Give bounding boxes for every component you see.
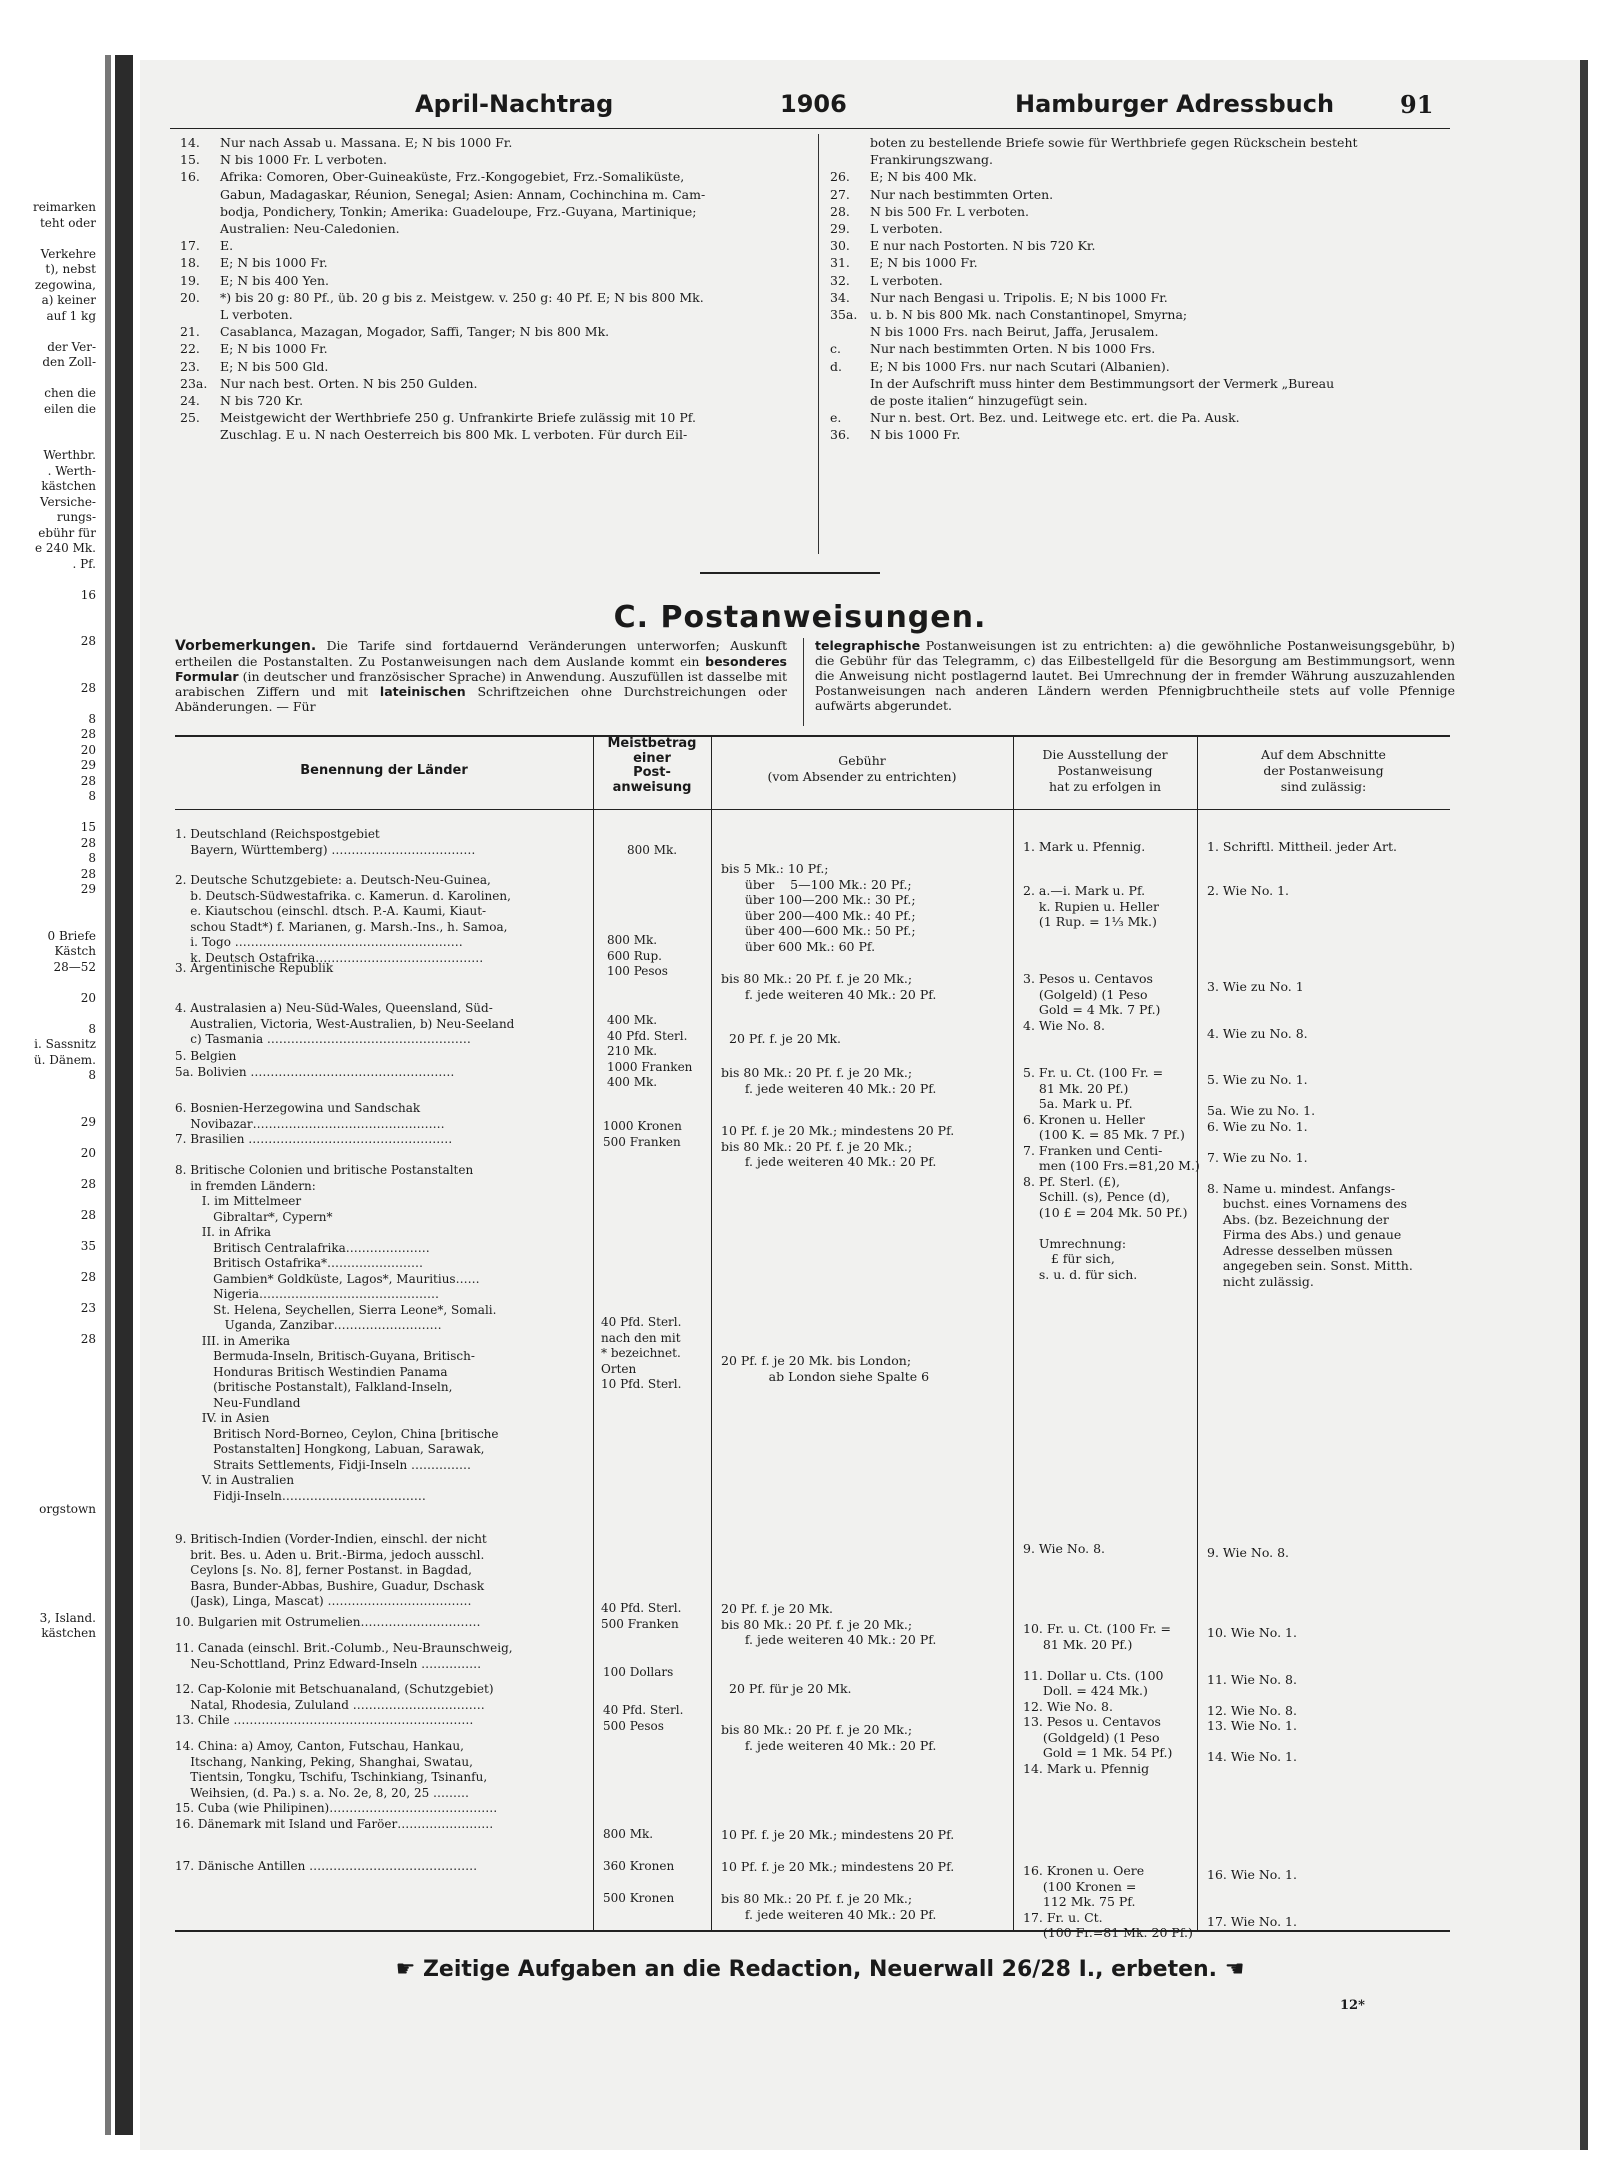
currency-cell: 2. a.—i. Mark u. Pf. k. Rupien u. Heller (1 Rup. = 1⅓ Mk.) [1023, 883, 1159, 929]
country-cell: 17. Dänische Antillen …………………………………… [175, 1859, 478, 1873]
footnote-text: u. b. N bis 800 Mk. nach Constantinopel, Smyrna; [870, 307, 1188, 323]
margin-line: 23 [80, 1300, 96, 1315]
margin-line [0, 1440, 100, 1456]
margin-line: der Ver- [47, 339, 96, 354]
footnote-text: N bis 720 Kr. [220, 393, 304, 409]
footnote-line [830, 289, 1460, 306]
footnote-key: 30. [830, 238, 850, 254]
allowed-cell: 1. Schriftl. Mittheil. jeder Art. [1207, 839, 1397, 854]
footnote-key: e. [830, 410, 842, 426]
country-cell: 10. Bulgarien mit Ostrumelien………………………… [175, 1615, 481, 1629]
margin-line: Kästch [54, 944, 96, 958]
margin-line [0, 1316, 100, 1332]
footnote-line [180, 220, 810, 237]
footnote-line [180, 306, 810, 323]
footnote-key [830, 134, 870, 151]
margin-line: 0 Briefe [47, 928, 96, 943]
margin-line: a) keiner [41, 293, 96, 307]
footnote-line [180, 289, 810, 306]
fee-cell: 10 Pf. f. je 20 Mk.; mindestens 20 Pf. [721, 1859, 955, 1874]
allowed-cell: 9. Wie No. 8. [1207, 1545, 1290, 1560]
footnote-line [830, 272, 1460, 289]
margin-line [0, 1595, 100, 1611]
header-title: Hamburger Adressbuch [1015, 90, 1335, 118]
footnote-line [830, 409, 1460, 426]
margin-line [0, 572, 100, 588]
max-amount-cell: 100 Dollars [603, 1665, 674, 1679]
margin-line [0, 1161, 100, 1177]
margin-line: teht oder [39, 215, 96, 230]
max-amount-cell: 800 Mk. 600 Rup. 100 Pesos [607, 933, 668, 978]
footnote-key: 32. [830, 272, 850, 288]
footnote-key: 28. [830, 203, 850, 219]
footnote-text: Nur nach Bengasi u. Tripolis. E; N bis 1000 Fr. [870, 289, 1168, 305]
footnotes-right [830, 134, 1460, 444]
fee-cell: 20 Pf. f. je 20 Mk. bis 80 Mk.: 20 Pf. f. je 20 Mk.; f. jede weiteren 40 Mk.: 20 Pf. [721, 1601, 937, 1647]
footnote-text: boten zu bestellende Briefe sowie für Werthbriefe gegen Rückschein besteht [870, 135, 1358, 150]
header-rule [170, 128, 1450, 129]
table-rule [175, 735, 1450, 737]
footnote-text: Casablanca, Mazagan, Mogador, Saffi, Tanger; N bis 800 Mk. [220, 324, 610, 340]
footnote-key: 18. [180, 255, 200, 271]
footnote-key: 19. [180, 272, 200, 288]
margin-line: Werthbr. [43, 448, 96, 462]
margin-line: 29 [80, 1114, 96, 1129]
margin-line [0, 1409, 100, 1425]
max-amount-cell: 40 Pfd. Sterl. 500 Franken [601, 1601, 682, 1631]
country-cell: 8. Britische Colonien und britische Postanstalten in fremden Ländern: I. im Mittelmeer Gibraltar*, Cypern* II. in Afrika Britisch Centralafrika………………… Britisch Ostafrika*…………………… Gambien* Goldküste, Lagos*, Mauritius…… Nigeria……………………………………… St. Helena, Seychellen, Sierra Leone*, Somali. Uganda, Zanzibar……………………… III. in Amerika Bermuda-Inseln, Britisch-Guyana, Britisch- Honduras Britisch Westindien Panama (britische Postanstalt), Falkland-Inseln, Neu-Fundland IV. in Asien Britisch Nord-Borneo, Ceylon, China [britische Postanstalten] Hongkong, Labuan, Sarawak, Straits Settlements, Fidji-Inseln …………… V. in Australien Fidji-Inseln……………………………… [175, 1163, 499, 1503]
page-number: 91 [1400, 90, 1434, 119]
footnote-line [180, 151, 810, 168]
footnote-text: E; N bis 1000 Fr. [220, 341, 328, 357]
footnote-text: N bis 500 Fr. L verboten. [870, 203, 1030, 219]
max-amount-cell: 360 Kronen [603, 1859, 675, 1873]
footer-notice: ☛ Zeitige Aufgaben an die Redaction, Neuerwall 26/28 I., erbeten. ☚ [395, 1957, 1245, 1982]
footnote-key [180, 426, 220, 443]
margin-line: 28 [80, 727, 96, 741]
footnote-text: Meistgewicht der Werthbriefe 250 g. Unfrankirte Briefe zulässig mit 10 Pf. [220, 410, 696, 426]
footnote-text: Nur n. best. Ort. Bez. und. Leitwege etc. ert. die Pa. Ausk. [870, 410, 1240, 426]
remarks-text-2: (in deutscher und französischer Sprache) in Anwendung. Auszufüllen ist dasselbe mit arabischen Ziffern und mit [175, 669, 787, 699]
margin-line [0, 231, 100, 247]
footnote-line [830, 203, 1460, 220]
currency-cell: 3. Pesos u. Centavos (Golgeld) (1 Peso Gold = 4 Mk. 7 Pf.) 4. Wie No. 8. [1023, 971, 1161, 1033]
column-rule [1013, 735, 1014, 1930]
table-rule [175, 1930, 1450, 1932]
margin-line: 20 [80, 1145, 96, 1160]
max-amount-cell: 40 Pfd. Sterl. nach den mit * bezeichnet. Orten 10 Pfd. Sterl. [601, 1315, 682, 1391]
column-rule [1197, 735, 1198, 1930]
footnote-text: Australien: Neu-Caledonien. [220, 221, 400, 237]
max-amount-cell: 800 Mk. [627, 843, 678, 857]
margin-line [0, 417, 100, 433]
margin-line: chen die [44, 386, 96, 400]
margin-line: e 240 Mk. [34, 541, 96, 555]
footnote-key [830, 375, 870, 392]
footnote-text: E; N bis 500 Gld. [220, 358, 329, 374]
margin-line: kästchen [41, 479, 96, 493]
footnote-line [180, 272, 810, 289]
header-left: April-Nachtrag [415, 90, 614, 118]
footnote-line [180, 168, 810, 185]
footnote-text: L verboten. [220, 307, 293, 323]
footnote-text: E; N bis 1000 Frs. nur nach Scutari (Albanien). [870, 358, 1170, 374]
margin-line: 8 [88, 789, 96, 803]
footnote-text: N bis 1000 Fr. L verboten. [220, 152, 387, 168]
margin-line: 28 [80, 1269, 96, 1284]
footnote-text: E; N bis 1000 Fr. [870, 255, 978, 271]
footnote-key: d. [830, 358, 842, 374]
margin-line: rungs- [56, 510, 96, 524]
margin-line [0, 371, 100, 387]
footnote-line [180, 392, 810, 409]
margin-line [0, 1378, 100, 1394]
footnote-text: N bis 1000 Fr. [870, 427, 961, 443]
footnote-key: 16. [180, 169, 200, 185]
margin-line: Verkehre [40, 246, 96, 261]
footnote-text: In der Aufschrift muss hinter dem Bestimmungsort der Vermerk „Bureau [870, 375, 1335, 391]
margin-line [0, 1099, 100, 1115]
footnote-key: 21. [180, 324, 200, 340]
margin-line: auf 1 kg [46, 308, 96, 323]
footnote-text: Gabun, Madagaskar, Réunion, Senegal; Asien: Annam, Cochinchina m. Cam- [220, 186, 706, 202]
footnote-line [180, 340, 810, 357]
footnote-text: N bis 1000 Frs. nach Beirut, Jaffa, Jerusalem. [870, 324, 1159, 340]
currency-cell: 16. Kronen u. Oere (100 Kronen = 112 Mk. 75 Pf. 17. Fr. u. Ct. (100 Fr.=81 Mk. 20 Pf.) [1023, 1863, 1193, 1940]
margin-line: 8 [88, 1068, 96, 1082]
margin-line: 8 [88, 711, 96, 726]
footnote-key: 15. [180, 152, 200, 168]
margin-line: ebühr für [38, 525, 96, 540]
footnote-line [830, 358, 1460, 375]
margin-line: 20 [80, 990, 96, 1005]
margin-line: 16 [80, 587, 96, 602]
footnote-key: 17. [180, 238, 200, 254]
fee-cell: 10 Pf. f. je 20 Mk.; mindestens 20 Pf. bis 80 Mk.: 20 Pf. f. je 20 Mk.; f. jede weiteren 40 Mk.: 20 Pf. [721, 1123, 955, 1169]
margin-line [0, 805, 100, 821]
margin-line: den Zoll- [42, 355, 96, 369]
fee-cell: 20 Pf. f. je 20 Mk. bis London; ab London siehe Spalte 6 [721, 1353, 930, 1384]
country-cell: 2. Deutsche Schutzgebiete: a. Deutsch-Neu-Guinea, b. Deutsch-Südwestafrika. c. Kamerun. d. Karolinen, e. Kiautschou (einschl. dtsch. P.-A. Kaumi, Kiaut- schou Stadt*) f. Marianen, g. Marsh.-Ins., h. Samoa, i. Togo ………………………………………………… k. Deutsch Ostafrika…………………………………… [175, 873, 511, 965]
margin-line: . Pf. [72, 556, 96, 571]
footnote-key [830, 323, 870, 340]
margin-line [0, 898, 100, 914]
margin-line [0, 1533, 100, 1549]
footnote-line [830, 237, 1460, 254]
remarks-right [815, 638, 1455, 713]
footnote-line [180, 409, 810, 426]
max-amount-cell: 500 Kronen [603, 1891, 675, 1905]
margin-line: 28 [80, 680, 96, 695]
footnote-line [830, 426, 1460, 443]
facing-page-fragment [0, 200, 100, 1642]
margin-line: Versiche- [39, 494, 96, 509]
currency-cell: 9. Wie No. 8. [1023, 1541, 1106, 1556]
footnote-line [180, 426, 810, 443]
margin-line: 28 [80, 1331, 96, 1346]
book-binding [115, 55, 133, 2135]
footnote-line [830, 168, 1460, 185]
margin-line: 28 [80, 1207, 96, 1222]
allowed-cell: 10. Wie No. 1. 11. Wie No. 8. 12. Wie No. 8. 13. Wie No. 1. 14. Wie No. 1. [1207, 1625, 1297, 1764]
margin-line: i. Sassnitz [34, 1037, 96, 1051]
remarks-text-3: Schriftzeichen ohne Durchstreichungen oder Abänderungen. — Für [175, 684, 787, 714]
margin-line [0, 1564, 100, 1580]
footnote-text: Nur nach bestimmten Orten. [870, 186, 1054, 202]
margin-line [0, 1285, 100, 1301]
margin-line: . Werth- [47, 463, 96, 478]
margin-line: 28 [80, 1176, 96, 1191]
fee-cell: 20 Pf. für je 20 Mk. [729, 1681, 852, 1696]
footnote-line [830, 340, 1460, 357]
footnote-text: Zuschlag. E u. N nach Oesterreich bis 800 Mk. L verboten. Für durch Eil- [220, 427, 688, 443]
footnote-key: 20. [180, 289, 200, 305]
section-separator [700, 572, 880, 574]
max-amount-cell: 800 Mk. [603, 1827, 654, 1841]
margin-line [0, 975, 100, 991]
footnote-line [830, 151, 1460, 168]
footnote-text: L verboten. [870, 272, 943, 288]
footnote-text: E; N bis 1000 Fr. [220, 255, 328, 271]
margin-line [0, 1084, 100, 1100]
table-rule [175, 809, 1450, 810]
footnote-text: Afrika: Comoren, Ober-Guineaküste, Frz.-Kongogebiet, Frz.-Somaliküste, [220, 169, 685, 185]
footnote-key: c. [830, 341, 841, 357]
margin-line: 3, Island. [39, 1610, 96, 1625]
footnote-line [830, 392, 1460, 409]
max-amount-cell: 1000 Kronen 500 Franken [603, 1119, 682, 1149]
footnote-line [830, 254, 1460, 271]
country-cell: 9. Britisch-Indien (Vorder-Indien, einschl. der nicht brit. Bes. u. Aden u. Brit.-Birma, jedoch ausschl. Ceylons [s. No. 8], ferner Postanst. in Bagdad, Basra, Bunder-Abbas, Bushire, Guadur, Dschask (Jask), Linga, Mascat) ……………………………… [175, 1532, 487, 1608]
margin-line [0, 1192, 100, 1208]
column-rule [593, 735, 594, 1930]
header-allowed: Auf dem Abschnitte der Postanweisung sind zulässig: [1261, 747, 1386, 794]
footnote-key: 31. [830, 255, 850, 271]
fee-cell: bis 80 Mk.: 20 Pf. f. je 20 Mk.; f. jede weiteren 40 Mk.: 20 Pf. [721, 1891, 937, 1922]
footnote-key [830, 392, 870, 409]
footnote-text: Frankirungszwang. [870, 152, 993, 168]
margin-line [0, 1471, 100, 1487]
margin-line [0, 1456, 100, 1472]
margin-line: ü. Dänem. [33, 1052, 96, 1067]
margin-line [0, 913, 100, 929]
fee-cell: bis 80 Mk.: 20 Pf. f. je 20 Mk.; f. jede weiteren 40 Mk.: 20 Pf. [721, 1065, 937, 1096]
margin-line: 8 [88, 851, 96, 865]
remarks-text: Die Tarife sind fortdauernd Veränderungen unterworfen; Auskunft ertheilen die Postanstalten. Zu Postanweisungen nach dem Auslande kommt ein [175, 638, 787, 669]
margin-line: zegowina, [34, 277, 96, 292]
footnote-key: 22. [180, 341, 200, 357]
fee-cell: bis 80 Mk.: 20 Pf. f. je 20 Mk.; f. jede weiteren 40 Mk.: 20 Pf. [721, 971, 937, 1002]
margin-line: 28 [80, 866, 96, 881]
footnote-text: Nur nach Assab u. Massana. E; N bis 1000 Fr. [220, 135, 513, 150]
currency-cell: 5. Fr. u. Ct. (100 Fr. = 81 Mk. 20 Pf.) 5a. Mark u. Pf. 6. Kronen u. Heller (100 K. = 85 Mk. 7 Pf.) 7. Franken und Centi- men (100 Frs.=81,20 M.) 8. Pf. Sterl. (£), Schill. (s), Pence (d), (10 £ = 204 Mk. 50 Pf.) Umrechnung: £ für sich, s. u. d. für sich. [1023, 1065, 1200, 1282]
margin-line [0, 1363, 100, 1379]
margin-line [0, 1006, 100, 1022]
margin-line: 15 [80, 820, 96, 834]
fee-cell: bis 5 Mk.: 10 Pf.; über 5—100 Mk.: 20 Pf.; über 100—200 Mk.: 30 Pf.; über 200—400 Mk.: 40 Pf.; über 400—600 Mk.: 50 Pf.; über 600 Mk.: 60 Pf. [721, 861, 916, 954]
footnote-key [180, 220, 220, 237]
margin-line: 29 [80, 882, 96, 896]
book-binding-edge [105, 55, 111, 2135]
column-rule [711, 735, 712, 1930]
footnote-line [180, 186, 810, 203]
postal-order-table [175, 735, 1450, 1940]
footnote-key [180, 186, 220, 203]
footnote-line [830, 375, 1460, 392]
header-max-amount: Meistbetrag einer Post- anweisung [607, 736, 697, 795]
margin-line [0, 1487, 100, 1503]
footnote-line [830, 220, 1460, 237]
margin-line: 28—52 [53, 959, 96, 974]
margin-line [0, 1580, 100, 1596]
margin-line [0, 665, 100, 681]
margin-line [0, 433, 100, 449]
remarks-bold: besonderes Formular [175, 654, 787, 684]
margin-line [0, 324, 100, 340]
margin-line [0, 1549, 100, 1565]
header-fee: Gebühr (vom Absender zu entrichten) [767, 753, 957, 784]
margin-line: 28 [80, 773, 96, 788]
footnote-key [180, 306, 220, 323]
footnote-key: 27. [830, 186, 850, 202]
fee-cell: bis 80 Mk.: 20 Pf. f. je 20 Mk.; f. jede weiteren 40 Mk.: 20 Pf. [721, 1722, 937, 1753]
currency-cell: 10. Fr. u. Ct. (100 Fr. = 81 Mk. 20 Pf.) 11. Dollar u. Cts. (100 Doll. = 424 Mk.) 12. Wie No. 8. 13. Pesos u. Centavos (Goldgeld) (1 Peso Gold = 1 Mk. 54 Pf.) 14. Mark u. Pfennig [1023, 1621, 1173, 1776]
fee-cell: 20 Pf. f. je 20 Mk. [729, 1031, 842, 1046]
footnote-text: L verboten. [870, 221, 943, 237]
footnote-key: 34. [830, 289, 850, 305]
margin-line: t), nebst [45, 262, 96, 276]
margin-line: eilen die [43, 401, 96, 416]
margin-line [0, 1394, 100, 1410]
max-amount-cell: 400 Mk. 40 Pfd. Sterl. 210 Mk. 1000 Franken 400 Mk. [607, 1013, 693, 1089]
footnote-line [180, 254, 810, 271]
footnotes-left [180, 134, 810, 444]
margin-line [0, 1518, 100, 1534]
footnote-key [180, 203, 220, 220]
footnote-text: E nur nach Postorten. N bis 720 Kr. [870, 238, 1096, 254]
footnote-key: 23a. [180, 375, 208, 391]
footnote-line [830, 134, 1460, 151]
remarks-bold-2: lateinischen [379, 684, 466, 699]
margin-line [0, 1130, 100, 1146]
allowed-cell: 2. Wie No. 1. [1207, 883, 1290, 898]
fee-cell: 10 Pf. f. je 20 Mk.; mindestens 20 Pf. [721, 1827, 955, 1842]
currency-cell: 1. Mark u. Pfennig. [1023, 839, 1146, 854]
column-divider [818, 134, 819, 554]
allowed-cell: 3. Wie zu No. 1 4. Wie zu No. 8. 5. Wie zu No. 1. 5a. Wie zu No. 1. 6. Wie zu No. 1. 7. Wie zu No. 1. 8. Name u. mindest. Anfangs- buchst. eines Vornamens des Abs. (bz. Bezeichnung der Firma des Abs.) und genaue Adresse desselben müssen angegeben sein. Sonst. Mitth. nicht zulässig. [1207, 979, 1413, 1289]
margin-line [0, 1223, 100, 1239]
remarks-left [175, 638, 787, 714]
country-cell: 6. Bosnien-Herzegowina und Sandschak Novibazar………………………………………… 7. Brasilien …………………………………………… [175, 1101, 453, 1146]
footnote-text: E. [220, 238, 234, 254]
footnote-line [830, 306, 1460, 323]
country-cell: 14. China: a) Amoy, Canton, Futschau, Hankau, Itschang, Nanking, Peking, Shanghai, Swatau, Tientsin, Tongku, Tschifu, Tschinkiang, Tsinanfu, Weihsien, (d. Pa.) s. a. No. 2e, 8, 20, 25 ……… 15. Cuba (wie Philipinen)…………………………………… 16. Dänemark mit Island und Faröer…………………… [175, 1739, 498, 1831]
footnote-key: 35a. [830, 307, 858, 323]
footnote-text: de poste italien“ hinzugefügt sein. [870, 393, 1088, 409]
footnote-line [180, 237, 810, 254]
margin-line: 35 [80, 1238, 96, 1253]
header-issue: Die Ausstellung der Postanweisung hat zu erfolgen in [1042, 747, 1168, 794]
column-divider [803, 638, 804, 726]
footnote-key: 24. [180, 393, 200, 409]
footnote-key: 23. [180, 358, 200, 374]
margin-line [0, 650, 100, 666]
page-mark: 12* [1340, 1998, 1365, 2013]
margin-line [0, 696, 100, 712]
footnote-line [180, 203, 810, 220]
footnote-key: 25. [180, 410, 200, 426]
footnote-key: 26. [830, 169, 850, 185]
margin-line [0, 1347, 100, 1363]
footnote-line [830, 186, 1460, 203]
margin-line: 8 [88, 1021, 96, 1036]
footnote-key: 36. [830, 427, 850, 443]
margin-line: 20 [80, 742, 96, 757]
country-cell: 4. Australasien a) Neu-Süd-Wales, Queensland, Süd- Australien, Victoria, West-Australien, b) Neu-Seeland c) Tasmania …………………………………………… [175, 1001, 515, 1046]
footnote-line [830, 323, 1460, 340]
margin-line: 29 [80, 758, 96, 772]
allowed-cell: 16. Wie No. 1. 17. Wie No. 1. [1207, 1867, 1297, 1929]
remarks-text-4: Postanweisungen ist zu entrichten: a) die gewöhnliche Postanweisungsgebühr, b) die Gebühr für das Telegramm, c) das Eilbestellgeld für die Besorgung am Bestimmungsort, wenn die Anweisung nicht postlagernd lautet. Bei Umrechnung der in fremder Währung auszuzahlenden Postanweisungen nach anderen Ländern werden Pfennigbruchtheile stets auf volle Pfennige aufwärts abgerundet. [815, 638, 1456, 713]
remarks-heading: Vorbemerkungen. [175, 638, 317, 654]
max-amount-cell: 40 Pfd. Sterl. 500 Pesos [603, 1703, 684, 1733]
page-header [260, 90, 1520, 120]
country-cell: 5. Belgien 5a. Bolivien …………………………………………… [175, 1049, 455, 1079]
footnote-text: Nur nach best. Orten. N bis 250 Gulden. [220, 375, 478, 391]
margin-line: 28 [80, 634, 96, 648]
margin-line: kästchen [41, 1626, 96, 1640]
margin-line: 28 [80, 835, 96, 850]
margin-line: orgstown [39, 1502, 96, 1516]
header-year: 1906 [780, 90, 847, 118]
country-cell: 11. Canada (einschl. Brit.-Columb., Neu-Braunschweig, Neu-Schottland, Prinz Edward-Inseln …………… [175, 1641, 513, 1671]
footnote-key: 14. [180, 135, 200, 150]
footnote-key [830, 151, 870, 168]
margin-line [0, 1254, 100, 1270]
footnote-text: *) bis 20 g: 80 Pf., üb. 20 g bis z. Meistgew. v. 250 g: 40 Pf. E; N bis 800 Mk. [220, 289, 704, 305]
margin-line [0, 1425, 100, 1441]
footnote-text: Nur nach bestimmten Orten. N bis 1000 Frs. [870, 341, 1156, 357]
footnote-key: 29. [830, 221, 850, 237]
footnote-line [180, 323, 810, 340]
header-countries: Benennung der Länder [300, 763, 468, 778]
footnote-line [180, 358, 810, 375]
footnote-text: E; N bis 400 Yen. [220, 272, 330, 288]
remarks-bold-3: telegraphische [815, 638, 921, 653]
section-title: C. Postanweisungen. [613, 600, 987, 635]
country-cell: 1. Deutschland (Reichspostgebiet Bayern, Württemberg) ……………………………… [175, 827, 476, 857]
footnote-text: bodja, Pondichery, Tonkin; Amerika: Guadeloupe, Frz.-Guyana, Martinique; [220, 203, 697, 219]
footnote-line [180, 375, 810, 392]
footnote-line [180, 134, 810, 151]
margin-line: reimarken [32, 200, 96, 214]
footnote-text: E; N bis 400 Mk. [870, 169, 977, 185]
country-cell: 3. Argentinische Republik [175, 961, 334, 975]
country-cell: 12. Cap-Kolonie mit Betschuanaland, (Schutzgebiet) Natal, Rhodesia, Zululand …………………………… 13. Chile …………………………………………………… [175, 1682, 494, 1727]
